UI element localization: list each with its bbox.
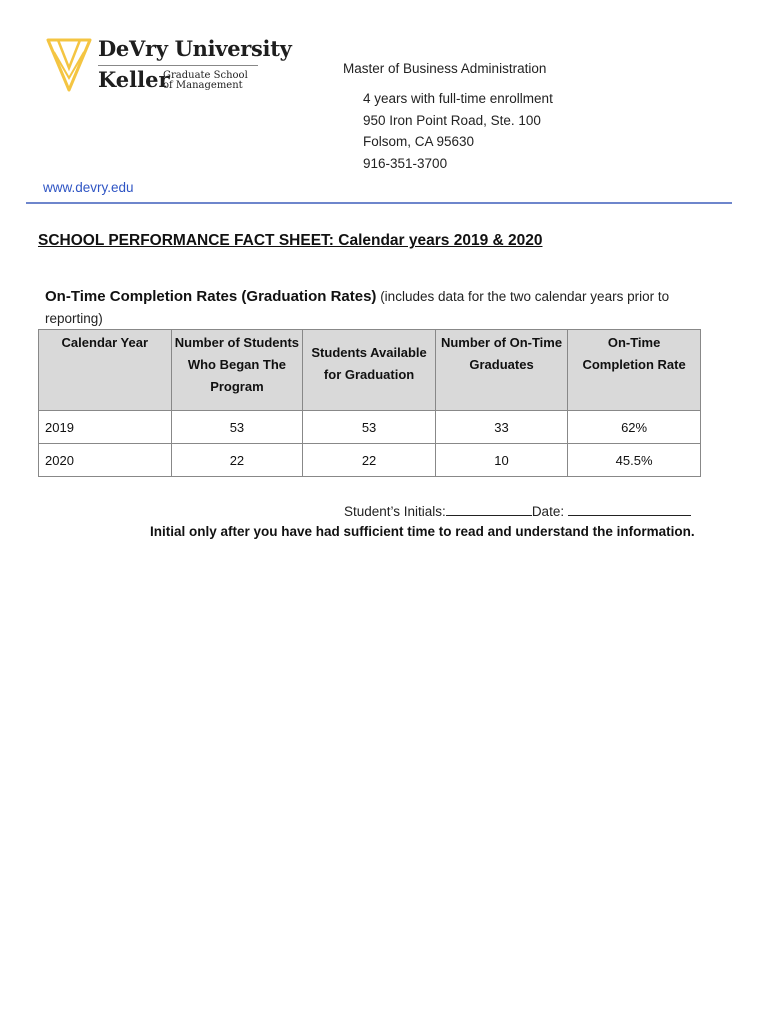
- initial-instruction: Initial only after you have had sufficient time to read and understand the information.: [150, 524, 695, 539]
- cell-on-time-graduates: 33: [435, 411, 567, 444]
- header-students-began: Number of Students Who Began The Program: [171, 330, 303, 411]
- phone-line: 916-351-3700: [363, 156, 448, 172]
- page-title: SCHOOL PERFORMANCE FACT SHEET: Calendar years 2019 & 2020: [38, 232, 543, 249]
- logo-university-name: DeVry University: [98, 36, 292, 61]
- cell-students-available: 53: [303, 411, 436, 444]
- cell-students-began: 22: [171, 444, 303, 477]
- cell-year: 2019: [39, 411, 172, 444]
- city-line: Folsom, CA 95630: [363, 134, 475, 150]
- cell-on-time-graduates: 10: [435, 444, 567, 477]
- table-row: [39, 444, 701, 477]
- address-line: 950 Iron Point Road, Ste. 100: [363, 112, 541, 128]
- cell-students-began: 53: [171, 411, 303, 444]
- enrollment-line: 4 years with full-time enrollment: [363, 91, 553, 106]
- header-on-time-graduates: Number of On-Time Graduates: [435, 330, 567, 411]
- cell-completion-rate: 62%: [568, 411, 701, 444]
- table-header-row: [39, 330, 701, 411]
- section-heading: [45, 286, 725, 330]
- devry-shield-icon: [46, 38, 92, 92]
- website-link[interactable]: www.devry.edu: [43, 180, 134, 195]
- section-heading-title: On-Time Completion Rates (Graduation Rates): [45, 288, 377, 305]
- cell-year: 2020: [39, 444, 172, 477]
- initials-field[interactable]: [446, 503, 532, 516]
- header-calendar-year: Calendar Year: [39, 330, 172, 411]
- contact-block: [363, 88, 553, 175]
- date-label: Date:: [531, 504, 568, 519]
- cell-completion-rate: 45.5%: [568, 444, 701, 477]
- logo-divider: [98, 65, 258, 66]
- header-completion-rate: On-Time Completion Rate: [568, 330, 701, 411]
- header-students-available: Students Available for Graduation: [303, 330, 436, 411]
- logo-keller: Keller: [98, 67, 170, 92]
- header-divider: [26, 202, 732, 204]
- table-row: [39, 411, 701, 444]
- devry-keller-logo: [46, 36, 292, 96]
- program-name: Master of Business Administration: [343, 61, 547, 76]
- completion-rates-table: [38, 329, 701, 477]
- section-heading-note: (includes data for the two calendar years prior to reporting): [45, 289, 670, 326]
- initials-line: [344, 503, 691, 519]
- initials-label: Student’s Initials:: [344, 504, 446, 519]
- logo-graduate-school: Graduate School of Management: [163, 70, 248, 91]
- cell-students-available: 22: [303, 444, 436, 477]
- date-field[interactable]: [568, 503, 691, 516]
